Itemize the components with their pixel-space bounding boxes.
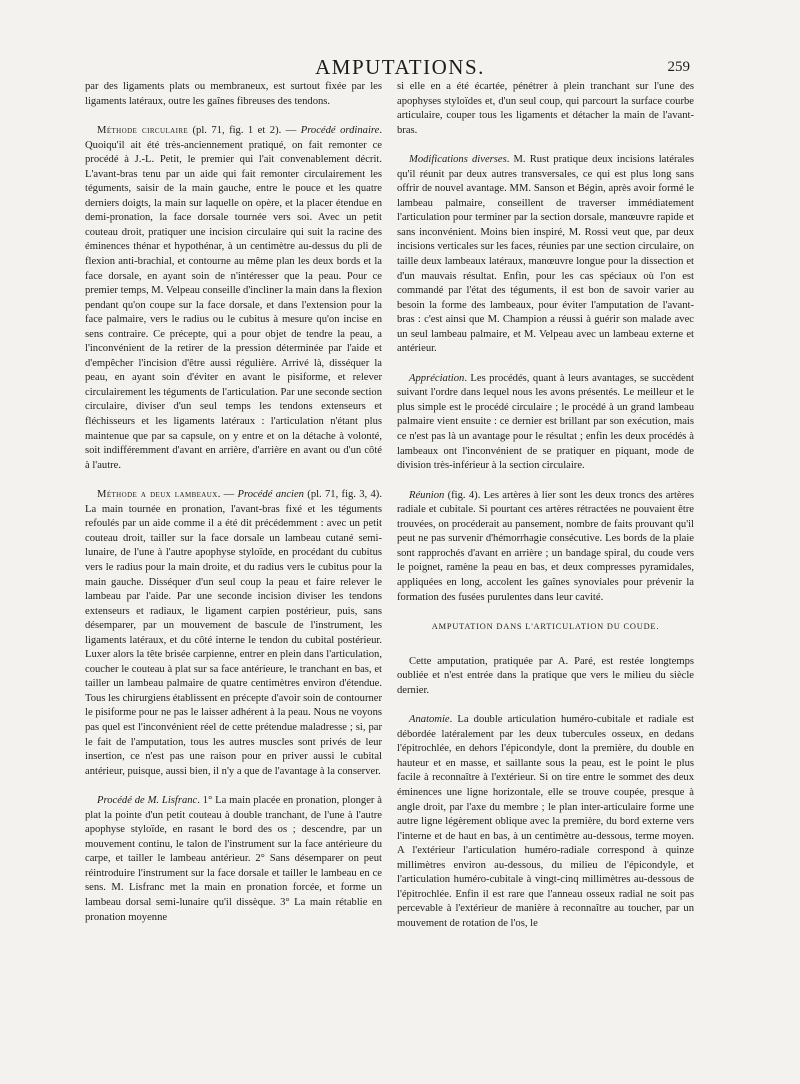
paragraph-text: si elle en a été écartée, pénétrer à plein tranchant sur l'une des apophyses styloïdes et, d'un seul coup, qui parcourt la surface courbe articulaire, couper tous les ligaments et détacher la main de l'avant-bras. bbox=[397, 81, 694, 136]
paragraph-anatomie bbox=[397, 713, 694, 931]
paragraph-reunion bbox=[397, 489, 694, 605]
paragraph-text: (fig. 4). Les artères à lier sont les deux troncs des artères radiale et cubitale. Si pourtant ces artères rétractées ne pouvaient être trouvées, on procéderait au pansement, nombre de faits prouvant qu'il peut ne pas survenir d'hémorrhagie consécutive. Les bords de la plaie sont rapprochés d'avant en arrière ; un bandage spiral, du coude vers le poignet, ramène la peau en bas, et deux compresses pyramidales, appliquées en long, accolent les gaînes synoviales pour prévenir la formation des fusées purulentes dans leur cavité. bbox=[397, 489, 694, 603]
paragraph-text: . La double articulation huméro-cubitale et radiale est débordée latéralement par les deux tubercules osseux, en dedans l'épitrochlée, en dehors l'épicondyle, dont la première, du double en hauteur et en masse, et saillante sous la peau, est le point le plus facile à reconnaître à l'extérieur. Si on tire entre le sommet des deux éminences une ligne horizontale, elle se trouve coupée, presque à angle droit, par l'axe du membre ; le plan inter-articulaire forme une autre ligne légèrement oblique avec la première, du bord externe vers l'interne et de haut en bas, à un centimètre au-dessous, terme moyen. A l'extérieur l'articulation huméro-radiale correspond à quinze millimètres environ au-dessous, du milieu de l'épicondyle, et l'articulation huméro-cubitale à vingt-cinq millimètres au-dessous de l'épitrochlée. Enfin il est rare que l'anneau osseux radial ne soit pas percevable à l'extérieur de manière à reconnaître au toucher, par un mouvement de rotation de l'os, le bbox=[397, 714, 694, 929]
subsection-label: Réunion bbox=[409, 489, 445, 501]
paragraph-text: . 1° La main placée en pronation, plonger à plat la pointe d'un petit couteau à double tranchant, de l'une à l'autre apophyse styloïde, en rasant le bord des os ; descendre, par un mouvement continu, le talon de l'instrument sur la face antérieure du carpe, et tailler le lambeau antérieur. 2° Sans désemparer on peut réintroduire l'instrument sur la face dorsale et tailler le lambeau en ce sens. M. Lisfranc met la main en pronation forcée, et forme un lambeau dorsal semi-lunaire qu'il dissèque. 3° La main rétablie en pronation moyenne bbox=[85, 795, 382, 923]
left-column bbox=[85, 80, 382, 940]
paragraph-text: . Quoiqu'il ait été très-anciennement pratiqué, on fait remonter ce procédé à J.-L. Petit, le premier qui l'ait convenablement décrit. L'avant-bras tenu par un aide qui fait remonter circulairement les téguments, saisir de la main gauche, entre le pouce et les quatre derniers doigts, la main sur laquelle on opère, et la placer étendue en demi-pronation, la face dorsale tournée vers soi. Avec un petit couteau droit, pratiquer une incision circulaire qui suit la racine des éminences thénar et hypothénar, à un centimètre au-dessus du pli de flexion anti-brachial, et contourne au même plan les deux bords et la face dorsale, en ayant soin de n'intéresser que la peau. Pour ce premier temps, M. Velpeau conseille d'incliner la main dans la flexion pendant qu'on coupe sur la face dorsale, et dans l'extension pour la face palmaire, vers le radius ou le cubitus à mesure qu'on incise en sens contraire. Ce précepte, qui a pour objet de tendre la peau, a l'inconvénient de la retirer de la pression déterminée par l'aide et d'empêcher l'incision d'être aussi régulière. Arrivé là, disséquer la peau, en ayant soin d'éviter en avant le pisiforme, et relever circulairement les téguments de l'articulation. Par une seconde section circulaire, diviser d'un seul temps les tendons extenseurs et fléchisseurs et les ligaments latéraux : l'articulation n'étant plus maintenue que par sa capsule, on y entre et on la détache à volonté, soit indifféremment d'avant en arrière, d'arrière en avant ou d'un côté à l'autre. bbox=[85, 125, 382, 471]
paragraph-text: . Les procédés, quant à leurs avantages, se succèdent suivant l'ordre dans lequel nous les avons présentés. Le meilleur et le plus simple est le procédé circulaire ; le procédé à un grand lambeau palmaire vient ensuite : ce dernier est brillant par son exécution, mais ce n'est pas là un avantage pour le résultat ; enfin les deux procédés à lambeaux ont l'inconvénient de se pratiquer en piquant, mode de division très-inférieur à la section circulaire. bbox=[397, 372, 694, 472]
procedure-name: Procédé ordinaire bbox=[300, 125, 380, 137]
paragraph-introduction bbox=[397, 655, 694, 699]
paragraph-procede-lisfranc bbox=[85, 794, 382, 925]
page-number: 259 bbox=[667, 59, 690, 75]
method-label: Méthode circulaire bbox=[97, 125, 189, 137]
plate-reference: (pl. 71, fig. 1 et 2). — bbox=[188, 125, 301, 137]
paragraph-appreciation bbox=[397, 372, 694, 474]
procedure-name: Procédé de M. Lisfranc bbox=[97, 795, 198, 807]
paragraph-methode-circulaire bbox=[85, 124, 382, 473]
subsection-label: Anatomie bbox=[409, 714, 450, 726]
paragraph-methode-deux-lambeaux bbox=[85, 488, 382, 779]
paragraph-continuation bbox=[397, 80, 694, 138]
section-heading: AMPUTATION DANS L'ARTICULATION DU COUDE. bbox=[431, 622, 660, 632]
procedure-name: Procédé ancien bbox=[237, 489, 304, 501]
paragraph-text: (pl. 71, fig. 3, 4). La main tournée en pronation, l'avant-bras fixé et les téguments refoulés par un aide comme il a été dit précédemment : avec un petit couteau droit, tailler sur la face dorsale un lambeau cutané semi-lunaire, de l'une à l'autre apophyse styloïde, en procédant du cubitus vers le radius pour la main droite, et du radius vers le cubitus pour la main gauche. Disséquer d'un seul coup la peau et faire relever le lambeau par l'aide. Par une seconde incision diviser les tendons extenseurs et radiaux, le ligament carpien postérieur, puis, sans désemparer, par un mouvement de bascule de l'instrument, les ligaments latéraux, et du côté interne le tendon du cubital postérieur. Luxer alors la tête brisée carpienne, entrer en plein dans l'articulation, coucher le couteau à plat sur sa face antérieure, le tranchant en bas, et tailler un lambeau palmaire de quatre centimètres environ d'étendue. Tous les chirurgiens établissent en précepte d'avoir soin de contourner le pisiforme pour ne pas le laisser adhérent à la peau. Nous ne voyons pas quel est l'inconvénient réel de cette prétendue maladresse ; si, par le fait de l'amputation, tous les autres muscles sont privés de leur insertion, ce n'est pas une raison pour en priver aussi le cubital antérieur, puisque, aussi bien, il n'y a que de l'avantage à la conserver. bbox=[85, 489, 382, 777]
paragraph-continuation bbox=[85, 80, 382, 109]
paragraph-text: Cette amputation, pratiquée par A. Paré, est restée longtemps oubliée et n'est entrée dans la pratique que vers le milieu du siècle dernier. bbox=[397, 655, 694, 696]
plate-reference: . — bbox=[217, 489, 238, 501]
right-column bbox=[397, 80, 694, 946]
paragraph-text: . M. Rust pratique deux incisions latérales qu'il réunit par deux autres transversales, ce qui est plus long sans offrir de nouvel avantage. MM. Sanson et Bégin, après avoir formé le lambeau palmaire, conseillent de traverser immédiatement l'articulation pour terminer par la section dorsale, manœuvre rapide et sans inconvénient. Moins bien inspiré, M. Rossi veut que, par deux incisions verticales sur les faces, réunies par une section circulaire, on taille deux lambeaux latéraux, manœuvre longue pour la dissection et d'un mauvais résultat. Enfin, pour les cas spéciaux où l'on est commandé par l'état des téguments, il est bon de savoir varier au besoin la forme des lambeaux, pour éviter l'amputation de l'avant-bras : c'est ainsi que M. Champion a réussi à guérir son malade avec un seul lambeau palmaire, et M. Velpeau avec un lambeau externe et antérieur. bbox=[397, 154, 694, 355]
subsection-label: Modifications diverses bbox=[409, 154, 507, 166]
paragraph-modifications bbox=[397, 153, 694, 357]
running-title: AMPUTATIONS. bbox=[315, 55, 485, 79]
subsection-label: Appréciation bbox=[409, 372, 465, 384]
method-label: Méthode a deux lambeaux bbox=[97, 489, 218, 501]
paragraph-text: par des ligaments plats ou membraneux, est surtout fixée par les ligaments latéraux, outre les gaînes fibreuses des tendons. bbox=[85, 81, 382, 107]
